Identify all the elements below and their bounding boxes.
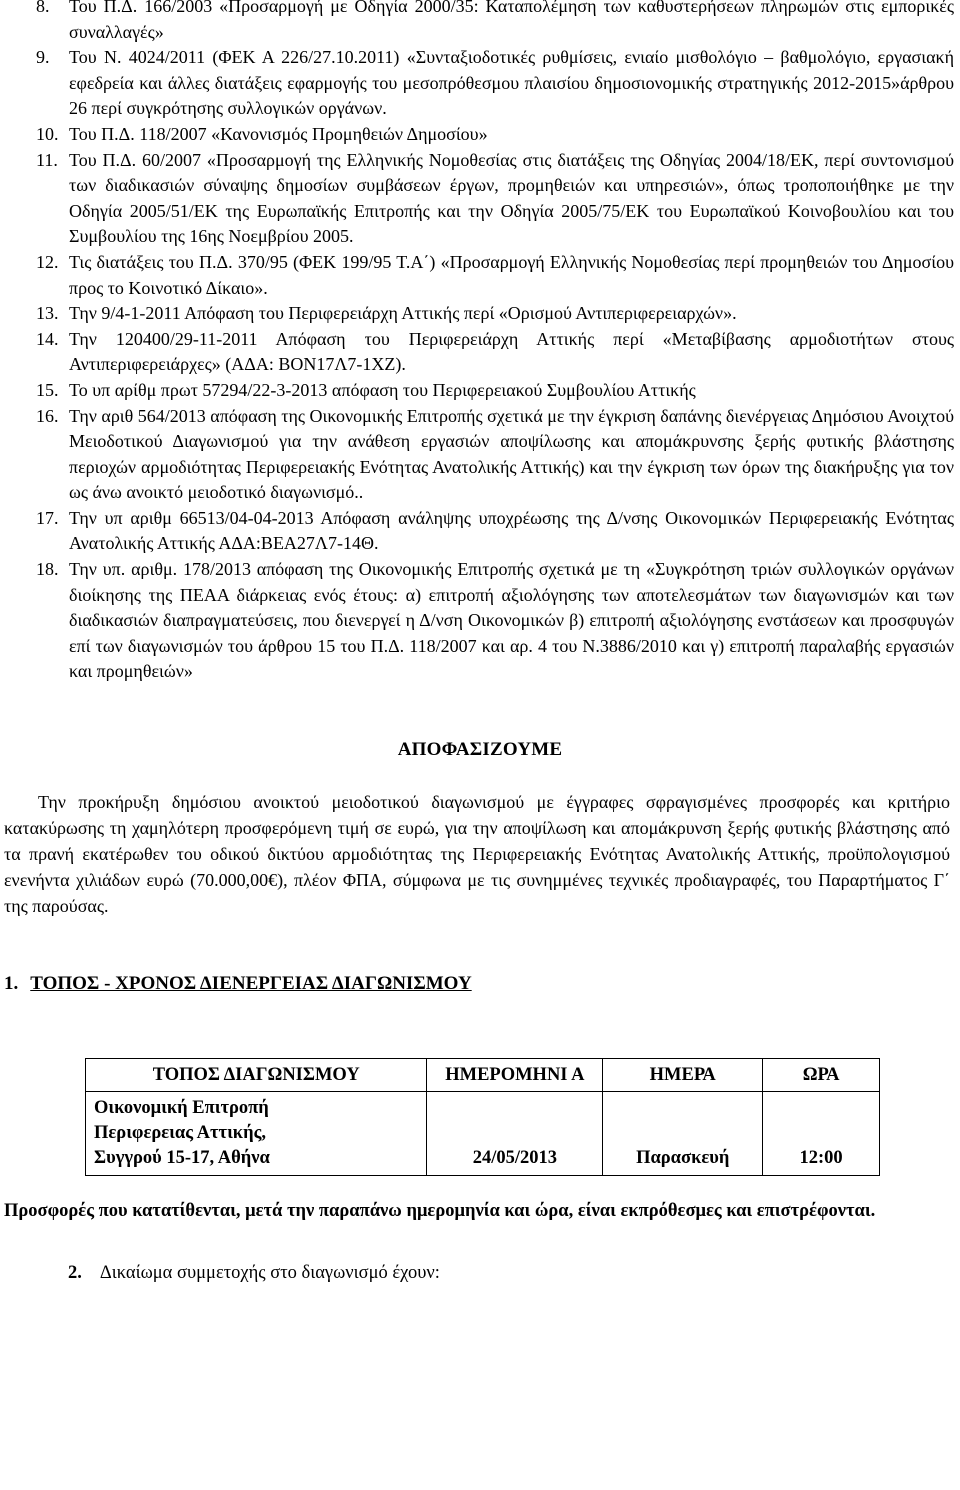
reference-item: [0, 122, 960, 148]
reference-text: Του Π.Δ. 166/2003 «Προσαρμογή με Οδηγία 2000/35: Καταπολέμηση των καθυστερήσεων πληρωμών στις εμπορικές συναλλαγές»: [69, 0, 954, 42]
reference-item: [0, 301, 960, 327]
cell-day: Παρασκευή: [603, 1092, 763, 1176]
header-place: ΤΟΠΟΣ ΔΙΑΓΩΝΙΣΜΟΥ: [86, 1059, 427, 1092]
reference-text: Του Π.Δ. 60/2007 «Προσαρμογή της Ελληνικής Νομοθεσίας στις διατάξεις της Οδηγίας 2004/18/ΕΚ, περί συντονισμού των διαδικασιών σύναψης δημοσίων συμβάσεων έργων, προμηθειών και υπηρεσιών», όπως τροποποιήθηκε με την Οδηγία 2005/51/ΕΚ της Ευρωπαϊκής Επιτροπής και την Οδηγία 2005/75/ΕΚ του Ευρωπαϊκού Κοινοβουλίου και του Συμβουλίου της 16ης Νοεμβρίου 2005.: [69, 149, 954, 247]
header-time: ΩΡΑ: [763, 1059, 880, 1092]
venue-table: [85, 1058, 880, 1176]
cell-date: 24/05/2013: [427, 1092, 603, 1176]
reference-text: Την υπ. αριθμ. 178/2013 απόφαση της Οικονομικής Επιτροπής σχετικά με τη «Συγκρότηση τριών συλλογικών οργάνων διοίκησης της ΠΕΑΑ διάρκειας ενός έτους: α) επιτροπή αξιολόγησης των αποτελεσμάτων των διαγωνισμών και των διαδικασιών διαπραγματεύσεις, που διενεργεί η Δ/νση Οικονομικών β) επιτροπή αξιολόγησης ενστάσεων και προσφυγών επί των διαγωνισμών του άρθρου 15 του Π.Δ. 118/2007 και αρ. 4 του Ν.3886/2010 και γ) επιτροπή παραλαβής εργασιών και προμηθειών»: [69, 559, 954, 682]
reference-number: 15.: [36, 379, 59, 400]
place-line: Οικονομική Επιτροπή: [94, 1098, 269, 1119]
reference-item: [0, 250, 960, 301]
section-heading-eligibility: [0, 1261, 960, 1287]
header-day: ΗΜΕΡΑ: [603, 1059, 763, 1092]
reference-text: Το υπ αρίθμ πρωτ 57294/22-3-2013 απόφαση του Περιφερειακού Συμβουλίου Αττικής: [69, 379, 696, 400]
cell-place: [86, 1092, 427, 1176]
reference-item: [0, 404, 960, 506]
reference-item: [0, 45, 960, 122]
reference-number: 8.: [36, 0, 50, 16]
section-number: 2.: [68, 1263, 82, 1284]
reference-text: Την 120400/29-11-2011 Απόφαση του Περιφερειάρχη Αττικής περί «Μεταβίβασης αρμοδιοτήτων στους Αντιπεριφερειάρχες» (ΑΔΑ: ΒΟΝ17Λ7-1ΧΖ).: [69, 328, 954, 375]
section-heading-venue-time: [0, 971, 960, 997]
reference-text: Του Ν. 4024/2011 (ΦΕΚ Α 226/27.10.2011) «Συνταξιοδοτικές ρυθμίσεις, ενιαίο μισθολόγιο – βαθμολόγιο, εργασιακή εφεδρεία και άλλες διατάξεις εφαρμογής του μεσοπρόθεσμου πλαισίου δημοσιονομικής στρατηγικής 2012-2015»άρθρου 26 περί συγκρότησης συλλογικών οργάνων.: [69, 47, 954, 119]
decision-body: Την προκήρυξη δημόσιου ανοικτού μειοδοτικού διαγωνισμού με έγγραφες σφραγισμένες προσφορές και κριτήριο κατακύρωσης τη χαμηλότερη προσφερόμενη τιμή σε ευρώ, για την αποψίλωση και απομάκρυνση ξερής φυτικής βλάστησης από τα πρανή εκατέρωθεν του οδικού δικτύου αρμοδιότητας της Περιφερειακής Ενότητας Ανατολικής Αττικής, προϋπολογισμού ενενήντα χιλιάδων ευρώ (70.000,00€), πλέον ΦΠΑ, σύμφωνα με τις συνημμένες τεχνικές προδιαγραφές, του Παραρτήματος Γ΄ της παρούσας.: [4, 791, 950, 916]
cell-time: 12:00: [763, 1092, 880, 1176]
reference-number: 11.: [36, 149, 58, 170]
reference-item: [0, 148, 960, 250]
decision-heading: ΑΠΟΦΑΣΙΖΟΥΜΕ: [397, 739, 563, 761]
reference-item: [0, 506, 960, 557]
legal-references-list: [0, 0, 960, 685]
reference-item: [0, 378, 960, 404]
reference-number: 13.: [36, 303, 59, 324]
section-title: Δικαίωμα συμμετοχής στο διαγωνισμό έχουν:: [99, 1263, 440, 1284]
section-number: 1.: [4, 972, 19, 994]
reference-text: Του Π.Δ. 118/2007 «Κανονισμός Προμηθειών Δημοσίου»: [69, 123, 488, 144]
reference-text: Την αριθ 564/2013 απόφαση της Οικονομικής Επιτροπής σχετικά με την έγκριση δαπάνης διενέργειας Δημόσιου Ανοιχτού Μειοδοτικού Διαγωνισμού για την ανάθεση εργασιών αποψίλωσης και απομάκρυνσης ξερής φυτικής βλάστησης περιοχών αρμοδιότητας Περιφερειακής Ενότητας Ανατολικής Αττικής) και την έγκριση των όρων της διακήρυξης για τον ως άνω ανοικτό μειοδοτικό διαγωνισμό..: [69, 405, 954, 503]
reference-text: Την 9/4-1-2011 Απόφαση του Περιφερειάρχη Αττικής περί «Ορισμού Αντιπεριφερειαρχών».: [69, 303, 737, 324]
late-offers-note: Προσφορές που κατατίθενται, μετά την παραπάνω ημερομηνία και ώρα, είναι εκπρόθεσμες και επιστρέφονται.: [4, 1201, 876, 1222]
reference-text: Τις διατάξεις του Π.Δ. 370/95 (ΦΕΚ 199/95 Τ.Α΄) «Προσαρμογή Ελληνικής Νομοθεσίας περί προμηθειών του Δημοσίου προς το Κοινοτικό Δίκαιο».: [69, 251, 954, 298]
table-row: [86, 1092, 880, 1176]
reference-number: 14.: [36, 328, 59, 349]
reference-item: [0, 0, 960, 45]
reference-item: [0, 327, 960, 378]
section-title: ΤΟΠΟΣ - ΧΡΟΝΟΣ ΔΙΕΝΕΡΓΕΙΑΣ ΔΙΑΓΩΝΙΣΜΟΥ: [30, 972, 472, 994]
table-header-row: [86, 1059, 880, 1092]
place-line: Συγγρού 15-17, Αθήνα: [94, 1148, 270, 1169]
reference-number: 17.: [36, 507, 59, 528]
reference-number: 10.: [36, 123, 59, 144]
reference-number: 16.: [36, 405, 59, 426]
reference-number: 9.: [36, 47, 50, 68]
reference-number: 18.: [36, 559, 59, 580]
reference-number: 12.: [36, 251, 59, 272]
place-line: Περιφερειας Αττικής,: [94, 1123, 267, 1144]
header-date: ΗΜΕΡΟΜΗΝΙ Α: [427, 1059, 603, 1092]
reference-text: Την υπ αριθμ 66513/04-04-2013 Απόφαση ανάληψης υποχρέωσης της Δ/νσης Οικονομικών Περιφερειακής Ενότητας Ανατολικής Αττικής ΑΔΑ:ΒΕΑ27Λ7-14Θ.: [69, 507, 954, 554]
reference-item: [0, 557, 960, 685]
